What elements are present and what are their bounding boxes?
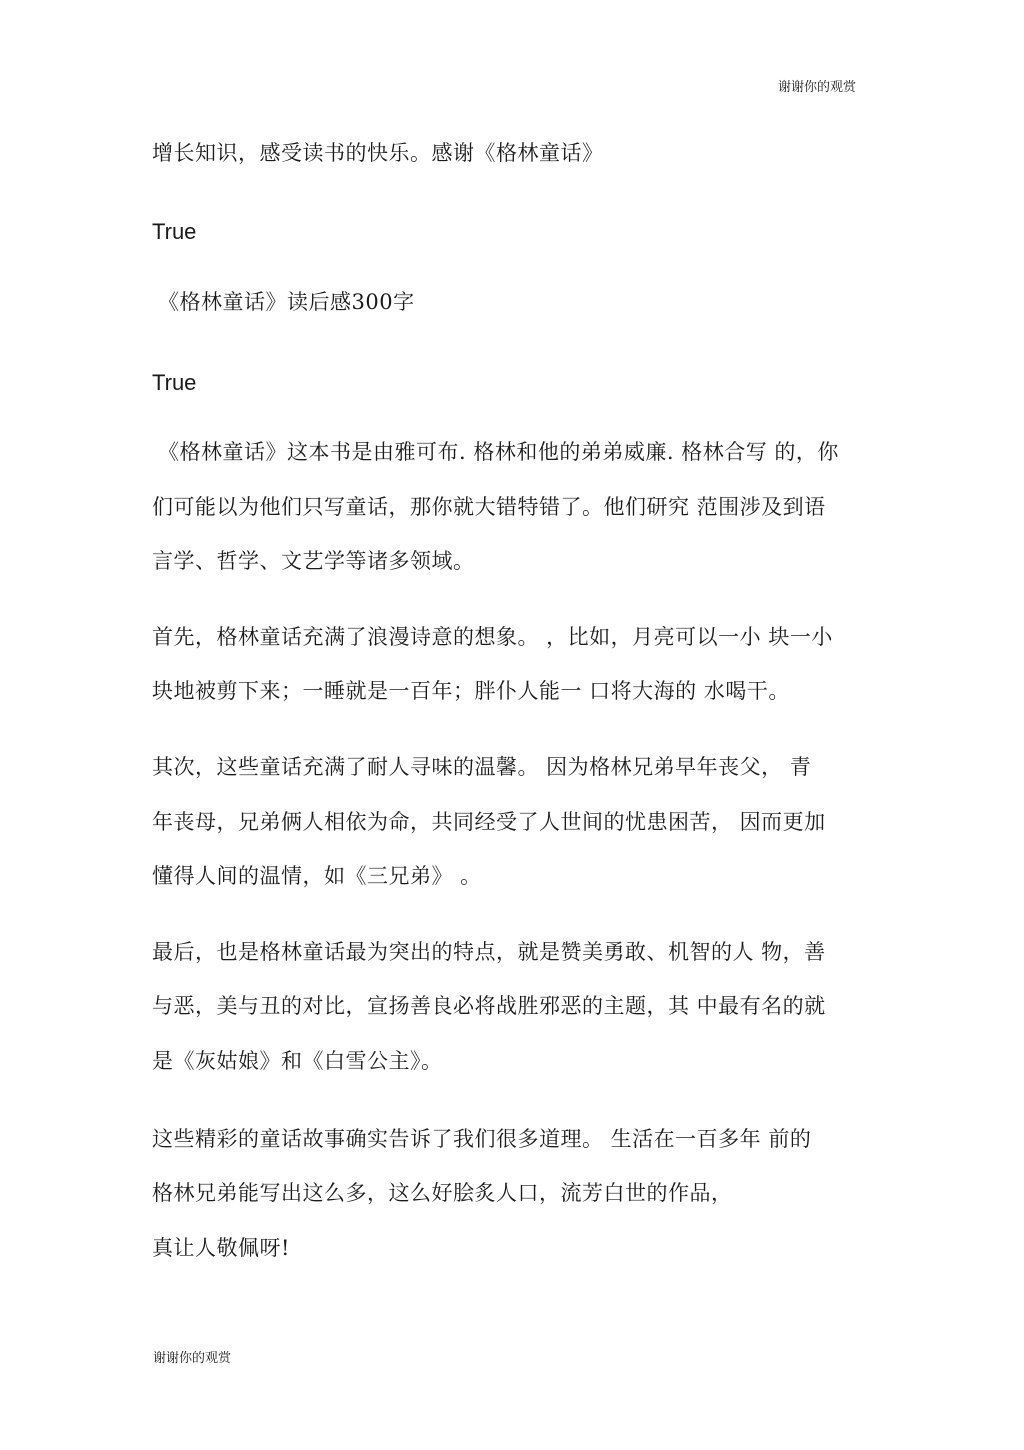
text-line: True [152, 219, 197, 244]
text-line: 其次，这些童话充满了耐人寻味的温馨。 因为格林兄弟早年丧父， 青 [152, 755, 812, 779]
text-line: 块地被剪下来；一睡就是一百年；胖仆人能一 口将大海的 水喝干。 [152, 679, 790, 703]
text-line: 增长知识，感受读书的快乐。感谢《格林童话》 [152, 141, 604, 165]
text-line: 首先，格林童话充满了浪漫诗意的想象。 ，比如，月亮可以一小 块一小 [152, 625, 833, 649]
text-line: 《格林童话》读后感300字 [158, 290, 415, 314]
text-line: 与恶，美与丑的对比，宣扬善良必将战胜邪恶的主题，其 中最有名的就 [152, 994, 826, 1018]
page-header: 谢谢你的观赏 [778, 80, 857, 95]
text-line: 格林兄弟能写出这么多，这么好脍炙人口，流芳白世的作品， [152, 1181, 733, 1205]
text-line: 《格林童话》这本书是由雅可布. 格林和他的弟弟威廉. 格林合写 的，你 [158, 440, 839, 464]
text-line: 年丧母，兄弟俩人相依为命，共同经受了人世间的忧患困苦， 因而更加 [152, 810, 826, 834]
text-line: True [152, 370, 197, 395]
text-line: 这些精彩的童话故事确实告诉了我们很多道理。 生活在一百多年 前的 [152, 1127, 812, 1151]
text-line: 最后，也是格林童话最为突出的特点，就是赞美勇敢、机智的人 物，善 [152, 940, 826, 964]
page-footer: 谢谢你的观赏 [153, 1351, 232, 1366]
text-line: 懂得人间的温情，如《三兄弟》 。 [152, 864, 482, 888]
text-line: 言学、哲学、文艺学等诸多领域。 [152, 549, 475, 573]
text-line: 是《灰姑娘》和《白雪公主》。 [152, 1049, 443, 1073]
text-line: 们可能以为他们只写童话，那你就大错特错了。他们研究 范围涉及到语 [152, 495, 826, 519]
text-line: 真让人敬佩呀! [152, 1236, 290, 1260]
